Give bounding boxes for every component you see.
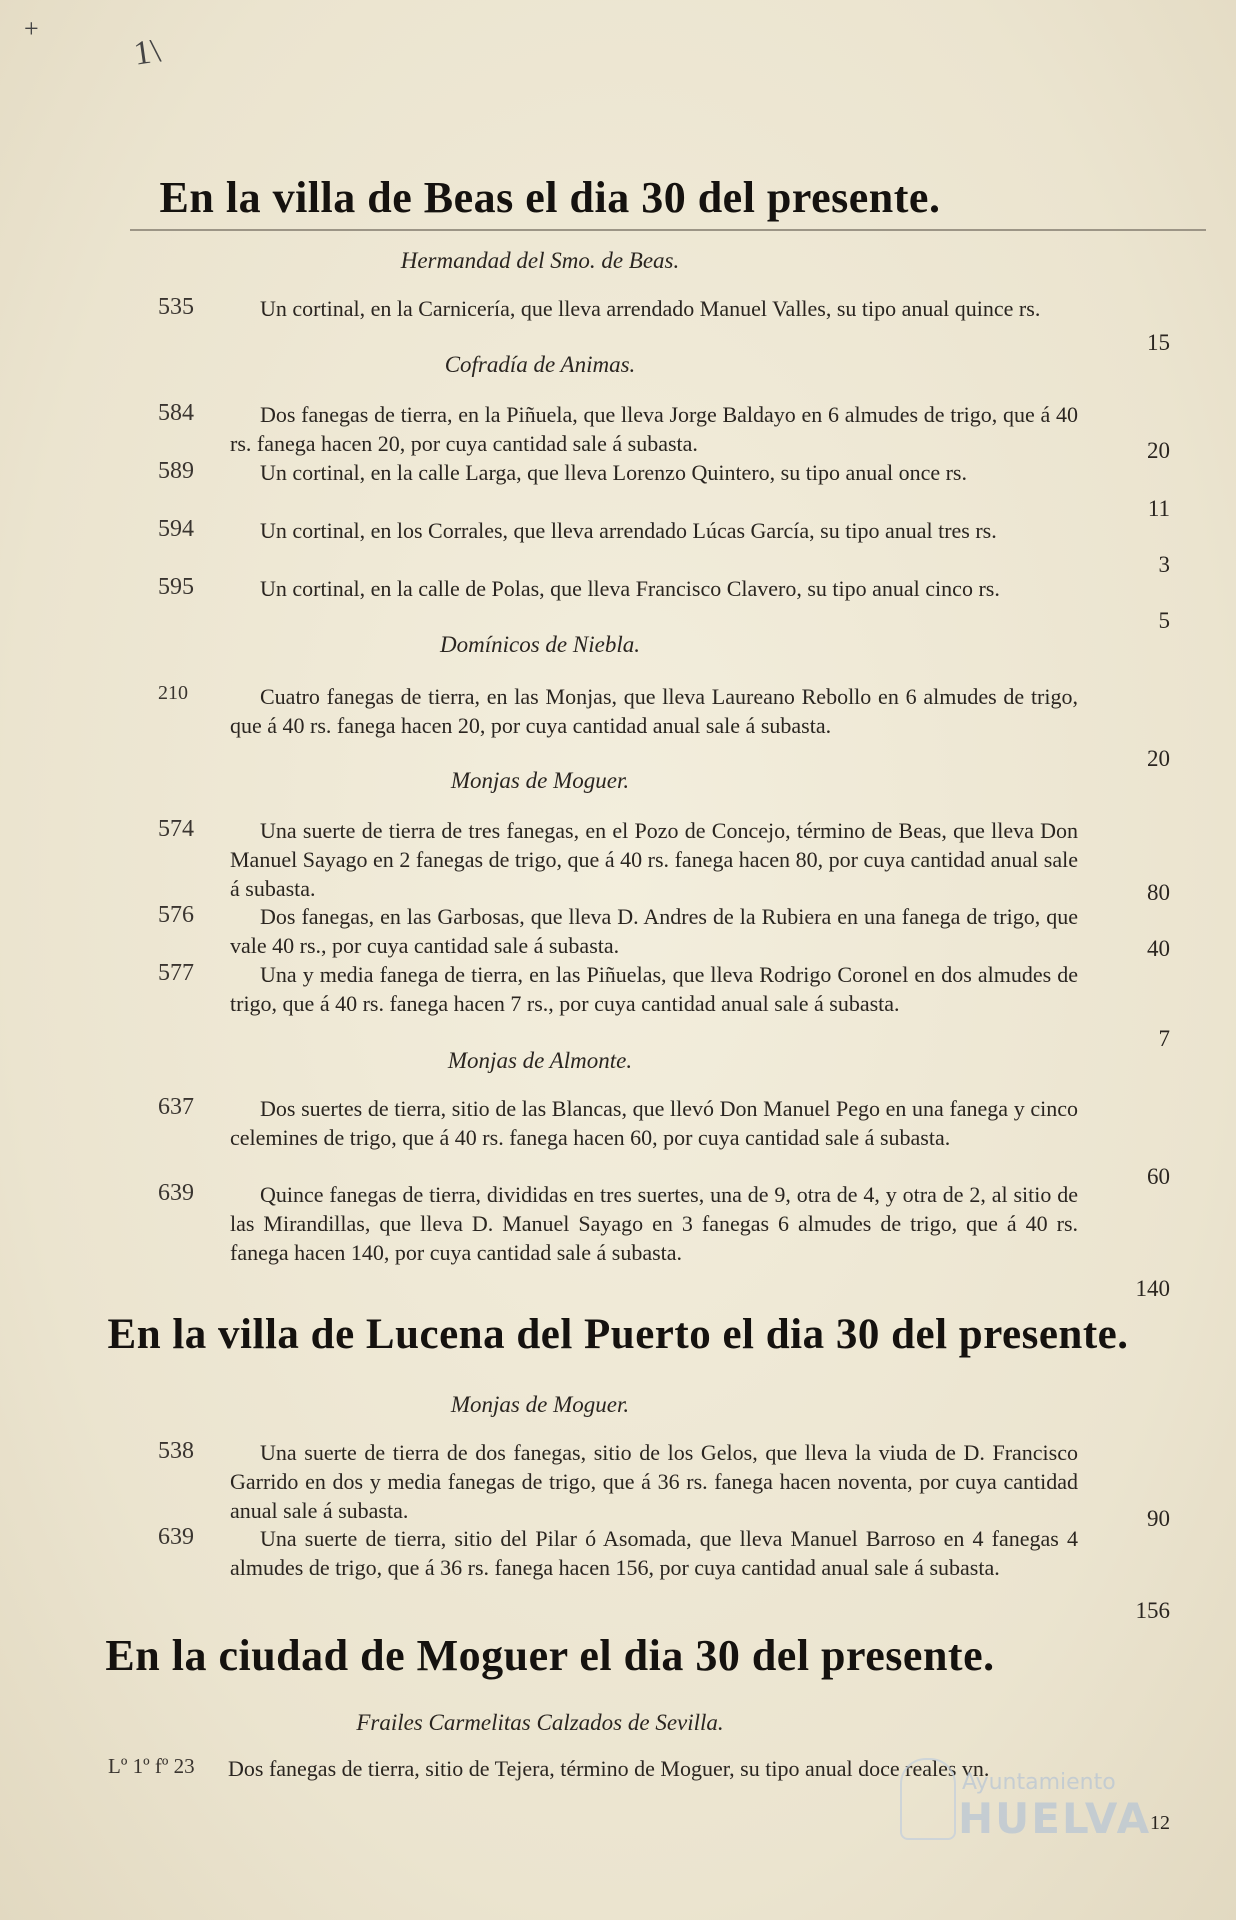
- group-title: Monjas de Moguer.: [450, 768, 630, 793]
- entry-text: Dos fanegas, en las Garbosas, que lleva D. Andres de la Rubiera en una fanega de trigo, que vale 40 rs., por cuya cantidad sale á subasta.: [230, 904, 1078, 958]
- section-heading-lucena: En la villa de Lucena del Puerto el dia 30 del presente.: [107, 1311, 1129, 1358]
- entry-text: Dos fanegas de tierra, sitio de Tejera, término de Moguer, su tipo anual doce reales vn.: [228, 1756, 990, 1781]
- entry-number: Lº 1º fº 23: [108, 1754, 195, 1778]
- entry-amount: 156: [1135, 1598, 1170, 1623]
- entry-amount: 5: [1158, 608, 1170, 633]
- watermark-line1: Ayuntamiento: [962, 1770, 1116, 1795]
- entry-text: Quince fanegas de tierra, divididas en tres suertes, una de 9, otra de 4, y otra de 2, al sitio de las Mirandillas, que lleva D. Manuel Sayago en 3 fanegas 6 almudes de trigo, que á 40 rs. fanega hacen 140, por cuya cantidad sale á subasta.: [230, 1182, 1078, 1265]
- entry-amount: 3: [1158, 552, 1170, 577]
- entry-text: Cuatro fanegas de tierra, en las Monjas, que lleva Laureano Rebollo en 6 almudes de trigo, que á 40 rs. fanega hacen 20, por cuya cantidad anual sale á subasta.: [230, 684, 1078, 738]
- entry-amount: 15: [1147, 330, 1170, 355]
- entry-amount: 60: [1147, 1164, 1170, 1189]
- entry-text: Una suerte de tierra de tres fanegas, en el Pozo de Concejo, término de Beas, que lleva Don Manuel Sayago en 2 fanegas de trigo, que á 40 rs. fanega hacen 80, por cuya cantidad anual sale á subasta.: [230, 818, 1078, 901]
- watermark-line2: HUELVA: [958, 1794, 1152, 1843]
- group-title: Domínicos de Niebla.: [440, 632, 640, 657]
- entry-number: 574: [158, 816, 194, 842]
- entry-number: 594: [158, 516, 194, 542]
- entry-text: Un cortinal, en la calle Larga, que lleva Lorenzo Quintero, su tipo anual once rs.: [260, 460, 967, 485]
- entry-amount: 20: [1147, 746, 1170, 771]
- archive-watermark: [900, 1770, 1180, 1843]
- entry-text: Una suerte de tierra de dos fanegas, sitio de los Gelos, que lleva la viuda de D. Francisco Garrido en dos y media fanegas de trigo, que á 36 rs. fanega hacen noventa, por cuya cantidad anual sale á subasta.: [230, 1440, 1078, 1523]
- entry-text: Un cortinal, en la Carnicería, que lleva arrendado Manuel Valles, su tipo anual quince rs.: [260, 296, 1041, 321]
- group-title: Cofradía de Animas.: [444, 352, 636, 377]
- seal-icon: [900, 1758, 956, 1840]
- folio-mark: 1\: [131, 32, 163, 73]
- entry-amount: 80: [1147, 880, 1170, 905]
- entry-amount: 7: [1158, 1026, 1170, 1051]
- group-title: Monjas de Moguer.: [450, 1392, 630, 1417]
- entry-number: 210: [158, 682, 188, 704]
- entry-number: 584: [158, 400, 194, 426]
- entry-text: Una y media fanega de tierra, en las Piñuelas, que lleva Rodrigo Coronel en dos almudes de trigo, que á 40 rs. fanega hacen 7 rs., por cuya cantidad anual sale á subasta.: [230, 962, 1078, 1016]
- entry-number: 589: [158, 458, 194, 484]
- corner-cross-mark: +: [24, 14, 39, 43]
- group-title: Monjas de Almonte.: [447, 1048, 633, 1073]
- entry-text: Una suerte de tierra, sitio del Pilar ó Asomada, que lleva Manuel Barroso en 4 fanegas 4 almudes de trigo, que á 36 rs. fanega hacen 156, por cuya cantidad anual sale á subasta.: [230, 1526, 1078, 1580]
- entry-number: 637: [158, 1094, 194, 1120]
- entry-number: 535: [158, 294, 194, 320]
- entry-number: 639: [158, 1180, 194, 1206]
- group-title: Hermandad del Smo. de Beas.: [400, 248, 680, 273]
- entry-text: Un cortinal, en la calle de Polas, que lleva Francisco Clavero, su tipo anual cinco rs.: [260, 576, 1000, 601]
- entry-amount: 90: [1147, 1506, 1170, 1531]
- entry-amount: 12: [1150, 1812, 1170, 1834]
- entry-text: Dos suertes de tierra, sitio de las Blancas, que llevó Don Manuel Pego en una fanega y cinco celemines de trigo, que á 40 rs. fanega hacen 60, por cuya cantidad sale á subasta.: [230, 1096, 1078, 1150]
- entry-amount: 140: [1135, 1276, 1170, 1301]
- entry-text: Dos fanegas de tierra, en la Piñuela, que lleva Jorge Baldayo en 6 almudes de trigo, que á 40 rs. fanega hacen 20, por cuya cantidad sale á subasta.: [230, 402, 1078, 456]
- section-heading-moguer: En la ciudad de Moguer el dia 30 del presente.: [105, 1631, 995, 1680]
- entry-amount: 20: [1147, 438, 1170, 463]
- entry-number: 538: [158, 1438, 194, 1464]
- section-heading-beas: En la villa de Beas el dia 30 del presente.: [159, 173, 941, 222]
- heading-rule: [130, 229, 1206, 231]
- entry-number: 639: [158, 1524, 194, 1550]
- entry-number: 577: [158, 960, 194, 986]
- entry-number: 576: [158, 902, 194, 928]
- entry-number: 595: [158, 574, 194, 600]
- entry-text: Un cortinal, en los Corrales, que lleva arrendado Lúcas García, su tipo anual tres rs.: [260, 518, 997, 543]
- entry-amount: 40: [1147, 936, 1170, 961]
- entry-amount: 11: [1147, 496, 1170, 521]
- group-title: Frailes Carmelitas Calzados de Sevilla.: [356, 1710, 724, 1735]
